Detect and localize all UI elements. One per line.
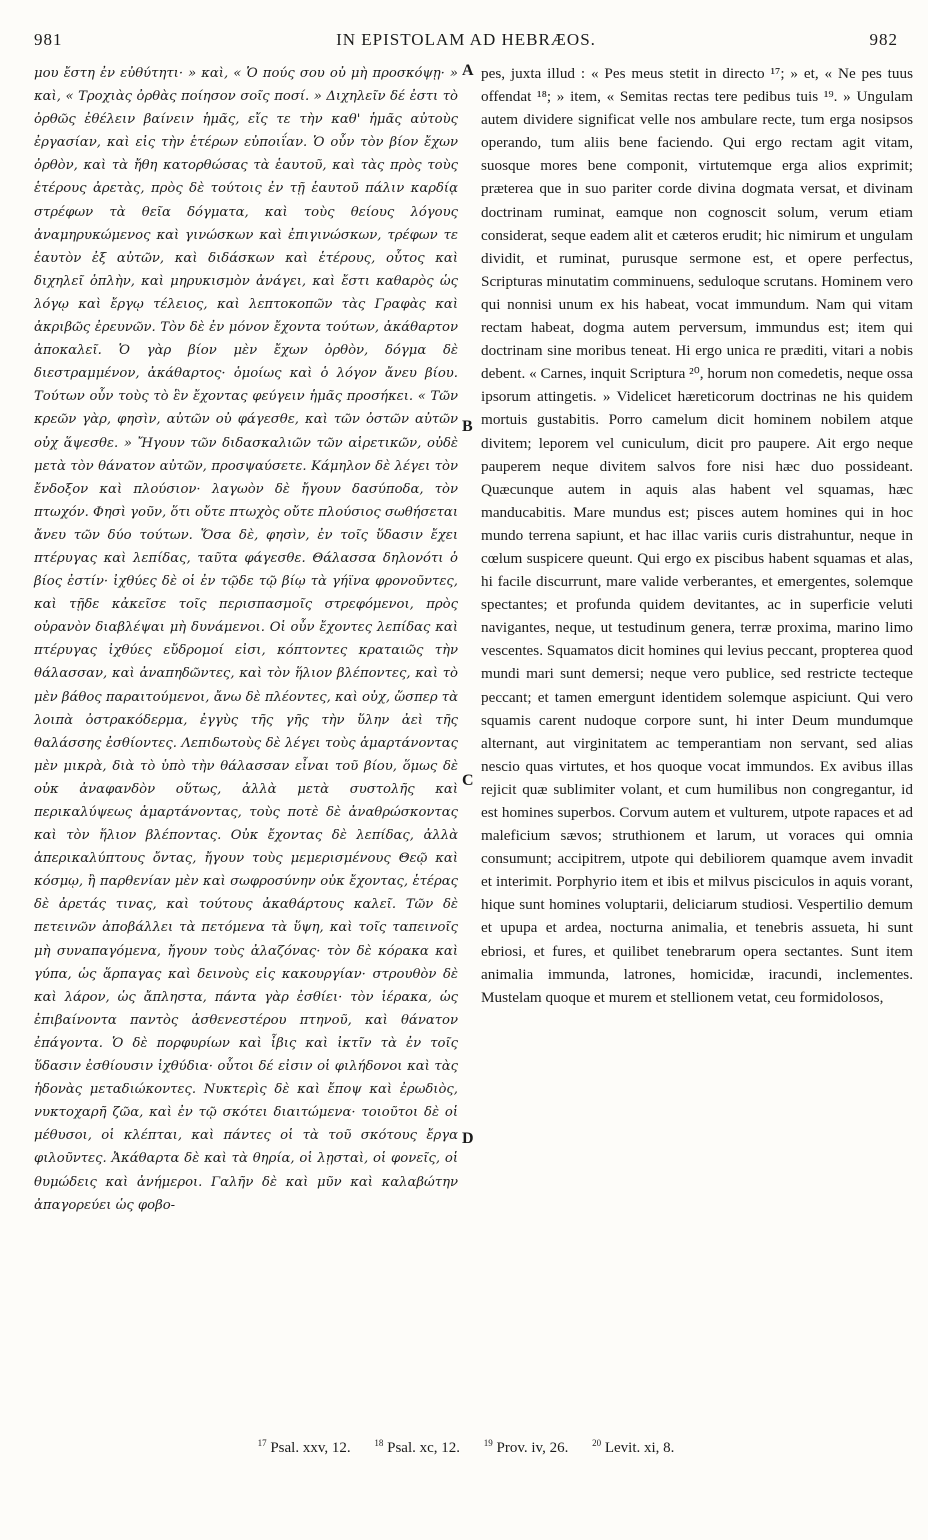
section-marker-d: D [462,1130,474,1147]
footnotes [34,1438,898,1457]
footnote: $^{20}$ Levit. xi, 8. [592,1438,675,1456]
greek-column [34,62,458,1217]
greek-text: μου ἔστη ἐν εὐθύτητι· » καὶ, « Ὁ πούς σου οὐ μὴ προσκόψῃ· » καὶ, « Τροχιὰς ὀρθὰς ποίησον σοῖς ποσί. » Διχηλεῖν δέ ἐστι τὸ ὀρθῶς ἐθέλειν βαίνειν ἡμᾶς, εἴς τε τὴν καθ' ἡμᾶς αὐτοὺς ἐργασίαν, καὶ εἰς τὴν ἑτέρων εὐποιΐαν. Ὁ οὖν τὸν βίον ἔχων ὀρθὸν, καὶ τὰ ἤθη κατορθώσας τὰ ἑαυτοῦ, καὶ τὰς πρὸς τοὺς ἑτέρους ἀρετὰς, πρὸς δὲ τούτοις ἐν τῇ ἑαυτοῦ πάλιν καρδίᾳ στρέφων τὰ θεῖα δόγματα, καὶ τοὺς θείους λόγους ἀναμηρυκώμενος καὶ γινώσκων καὶ ἐπιγινώσκων, τρέφων τε ἑαυτὸν ἐξ αὐτῶν, καὶ διδάσκων καὶ ἑτέρους, οὗτος καὶ διχηλεῖ ὁπλὴν, καὶ μηρυκισμὸν ἀνάγει, καὶ ἔστι καθαρὸς ὡς λόγῳ καὶ ἔργῳ τέλειος, καὶ λεπτοκοπῶν τὰς Γραφὰς καὶ ἀκριβῶς ἐρευνῶν. Τὸν δὲ ἐν μόνον ἔχοντα τούτων, ἀκάθαρτον ἀποκαλεῖ. Ὁ γὰρ βίον μὲν ἔχων ὀρθὸν, δόγμα δὲ διεστραμμένον, ἀκάθαρτος· ὁμοίως καὶ ὁ λόγον ἄνευ βίου. Τούτων οὖν τοὺς τὸ ἓν ἔχοντας φεύγειν ἡμᾶς προσήκει. « Τῶν κρεῶν γὰρ, φησὶν, αὐτῶν οὐ φάγεσθε, καὶ τῶν ὀστῶν αὐτῶν οὐχ ἅψεσθε. » Ἤγουν τῶν διδασκαλιῶν τῶν αἱρετικῶν, οὐδὲ μετὰ τὸν θάνατον αὐτῶν, προσψαύσετε. Κάμηλον δὲ λέγει τὸν ἔνδοξον καὶ πλούσιον· λαγωὸν δὲ ἤγουν δασύποδα, τὸν πτωχόν. Φησὶ γοῦν, ὅτι οὔτε πτωχὸς οὔτε πλούσιος σωθήσεται ἄνευ τῶν δύο τούτων. Ὅσα δὲ, φησὶν, ἐν τοῖς ὕδασιν ἔχει πτέρυγας καὶ λεπίδας, ταῦτα φάγεσθε. Θάλασσα δηλονότι ὁ βίος ἐστίν· ἰχθύες δὲ οἱ ἐν τῷδε τῷ βίῳ τὰ γήϊνα φρονοῦντες, καὶ τῇδε κἀκεῖσε τοῖς περισπασμοῖς στρεφόμενοι, πρὸς οὐρανὸν διαβλέψαι μὴ δυνάμενοι. Οἱ οὖν ἔχοντες λεπίδας καὶ πτέρυγας ἰχθύες εὔδρομοί εἰσι, κόπτοντες κραταιῶς τὴν θάλασσαν, καὶ ἀναπηδῶντες, καὶ τὸν ἥλιον βλέποντες, καὶ τὸ μὲν βάθος παραιτούμενοι, ἄνω δὲ πλέοντες, καὶ οὐχ, ὥσπερ τὰ λοιπὰ ὀστρακόδερμα, ἐγγὺς τῆς γῆς τὴν ὕλην ἀεὶ τῆς θαλάσσης ἐσθίοντες. Λεπιδωτοὺς δὲ λέγει τοὺς ἁμαρτάνοντας μὲν μικρὰ, διὰ τὸ ὑπὸ τὴν θάλασσαν εἶναι τοῦ βίου, ὅμως δὲ οὐκ ἀναφανδὸν οὕτως, ἀλλὰ μετὰ συστολῆς καὶ περικαλύψεως ἁμαρτάνοντας, τοὺς ποτὲ δὲ ἀναθρώσκοντας καὶ τὸν ἥλιον βλέποντας. Οὐκ ἔχοντας δὲ λεπίδας, ἀλλὰ ἀπερικαλύπτους ὄντας, ἤγουν τοὺς μεμερισμένους Θεῷ καὶ κόσμῳ, ἢ παρθενίαν μὲν καὶ σωφροσύνην οὐκ ἔχοντας, ἑτέρας δὲ ἀρετάς τινας, καὶ τούτους ἀκαθάρτους καλεῖ. Τῶν δὲ πετεινῶν ἀποβάλλει τὰ πετόμενα τὰ ὕψη, καὶ τοῖς ταπεινοῖς μὴ συναπαγόμενα, ἤγουν τοὺς ἀλαζόνας· τὸν δὲ κόρακα καὶ γύπα, ὡς ἅρπαγας καὶ δεινοὺς εἰς κακουργίαν· στρουθὸν δὲ καὶ λάρον, ὡς ἄπληστα, πάντα γὰρ ἐσθίει· τὸν ἱέρακα, ὡς ἐπιβαίνοντα παντὸς ἀσθενεστέρου πτηνοῦ, καὶ θάνατον ἐπάγοντα. Ὁ δὲ πορφυρίων καὶ ἶβις καὶ ἰκτῖν τὰ ἐν τοῖς ὕδασιν ἐσθίουσιν ἰχθύδια· οὗτοι δέ εἰσιν οἱ φιλήδονοι καὶ τὰς ἡδονὰς μεταδιώκοντες. Νυκτερὶς δὲ καὶ ἔποψ καὶ ἐρωδιὸς, νυκτοχαρῆ ζῶα, καὶ ἐν τῷ σκότει διαιτώμενα· τοιοῦτοι δὲ οἱ μέθυσοι, οἱ κλέπται, καὶ πάντες οἱ τὰ τοῦ σκότους ἔργα φιλοῦντες. Ἀκάθαρτα δὲ καὶ τὰ θηρία, οἱ λῃσταὶ, οἱ φονεῖς, οἱ θυμώδεις καὶ ἀνήμεροι. Γαλῆν δὲ καὶ μῦν καὶ καλαβώτην ἀπαγορεύει ὡς φοβο- [34,66,458,1213]
page-number-left: 981 [34,30,63,49]
section-marker-b: B [462,418,473,435]
latin-column [481,62,913,1009]
page-number-right: 982 [869,30,898,49]
running-title: IN EPISTOLAM AD HEBRÆOS. [336,30,596,49]
page-header [34,30,898,54]
footnote: $^{18}$ Psal. xc, 12. [374,1438,461,1456]
section-marker-a: A [462,62,474,79]
footnote: $^{19}$ Prov. iv, 26. [483,1438,569,1456]
footnote: $^{17}$ Psal. xxv, 12. [257,1438,351,1456]
section-marker-c: C [462,772,474,789]
latin-text: pes, juxta illud : « Pes meus stetit in directo ¹⁷; » et, « Ne pes tuus offendat ¹⁸; » item, « Semitas rectas tere pedibus tuis ¹⁹. » Ungulam autem dividere significat velle nos ambulare recte, tum erga nosipsos operando, tum aliis bene faciendo. Qui ergo rectam agit vitam, suosque mores bene componit, virtutemque erga alios exprimit; præterea que in suo pariter corde divina dogmata versat, et divinam doctrinam ruminat, eamque non cognoscit solum, verum etiam considerat, seque eadem alit et cæteros erudit; hic nimirum et ungulam dividit, et ruminat, purusque sermone est, et opere perfectus, Scripturas minutatim comminuens, seduloque scrutans. Hominem vero qui nonnisi unum ex his habeat, vocat immundum. Nam qui vitam rectam habeat, dogma autem perversum, immundus est; item qui doctrinam sine moribus teneat. Hi ergo unica re præditi, vitari a nobis debent. « Carnes, inquit Scriptura ²⁰, horum non comedetis, neque ossa ipsorum attingetis. » Videlicet hæreticorum doctrinas ne his quidem mortuis gustabitis. Porro camelum dicit hominem nobilem atque divitem; leporem vel cuniculum, dicit pro paupere. Ait ergo neque pauperem neque divitem salvos fore nisi hæc duo possideant. Quæcunque autem in aquis alas habent vel squamas, hæc manducabitis. Mare mundus est; pisces autem homines qui in hoc mundo terrena sapiunt, et hac illac variis curis distrahuntur, neque in cœlum suspicere queunt. Qui ergo ex piscibus habent squamas et alas, hi facile discurrunt, mare valide verberantes, et emergentes, solemque spectantes; et profunda quidem devitantes, ac in superficie veluti navigantes, neque, ut testudinum genera, terræ proxima, marino limo vescentes. Squamatos dicit homines qui levius peccant, propterea quod mundi mari sunt demersi; neque vero publice, sed restricte tecteque peccant; et tamen emergunt identidem solemque aspiciunt. Qui vero squamis carent nudoque corpore sunt, hi inter Deum mundumque alternant, aut virginitatem ac temperantiam non servant, sed alias nescio quas virtutes, et hos quoque vocat immundos. Ex avibus illas rejicit quæ sublimiter volant, et cum humilibus non congregantur, id est homines superbos. Corvum autem et vulturem, utpote rapaces et ad maleficium sævos; struthionem et larum, ut voraces qui omnia consumunt; accipitrem, utpote qui debiliorem quamque avem invadit et interimit. Porphyrio item et ibis et milvus pisciculos in aquis vorant, hique sunt homines voluptarii, deliciarum studiosi. Vespertilio demum et upupa et ardea, nocturna animalia, et tenebris assueta, hi sunt ebriosi, et fures, et quilibet tenebrarum opera sectantes. Sunt item animalia immunda, latrones, homicidæ, iracundi, inclementes. Mustelam quoque et murem et stellionem vetat, ceu formidolosos, [481,65,913,1006]
